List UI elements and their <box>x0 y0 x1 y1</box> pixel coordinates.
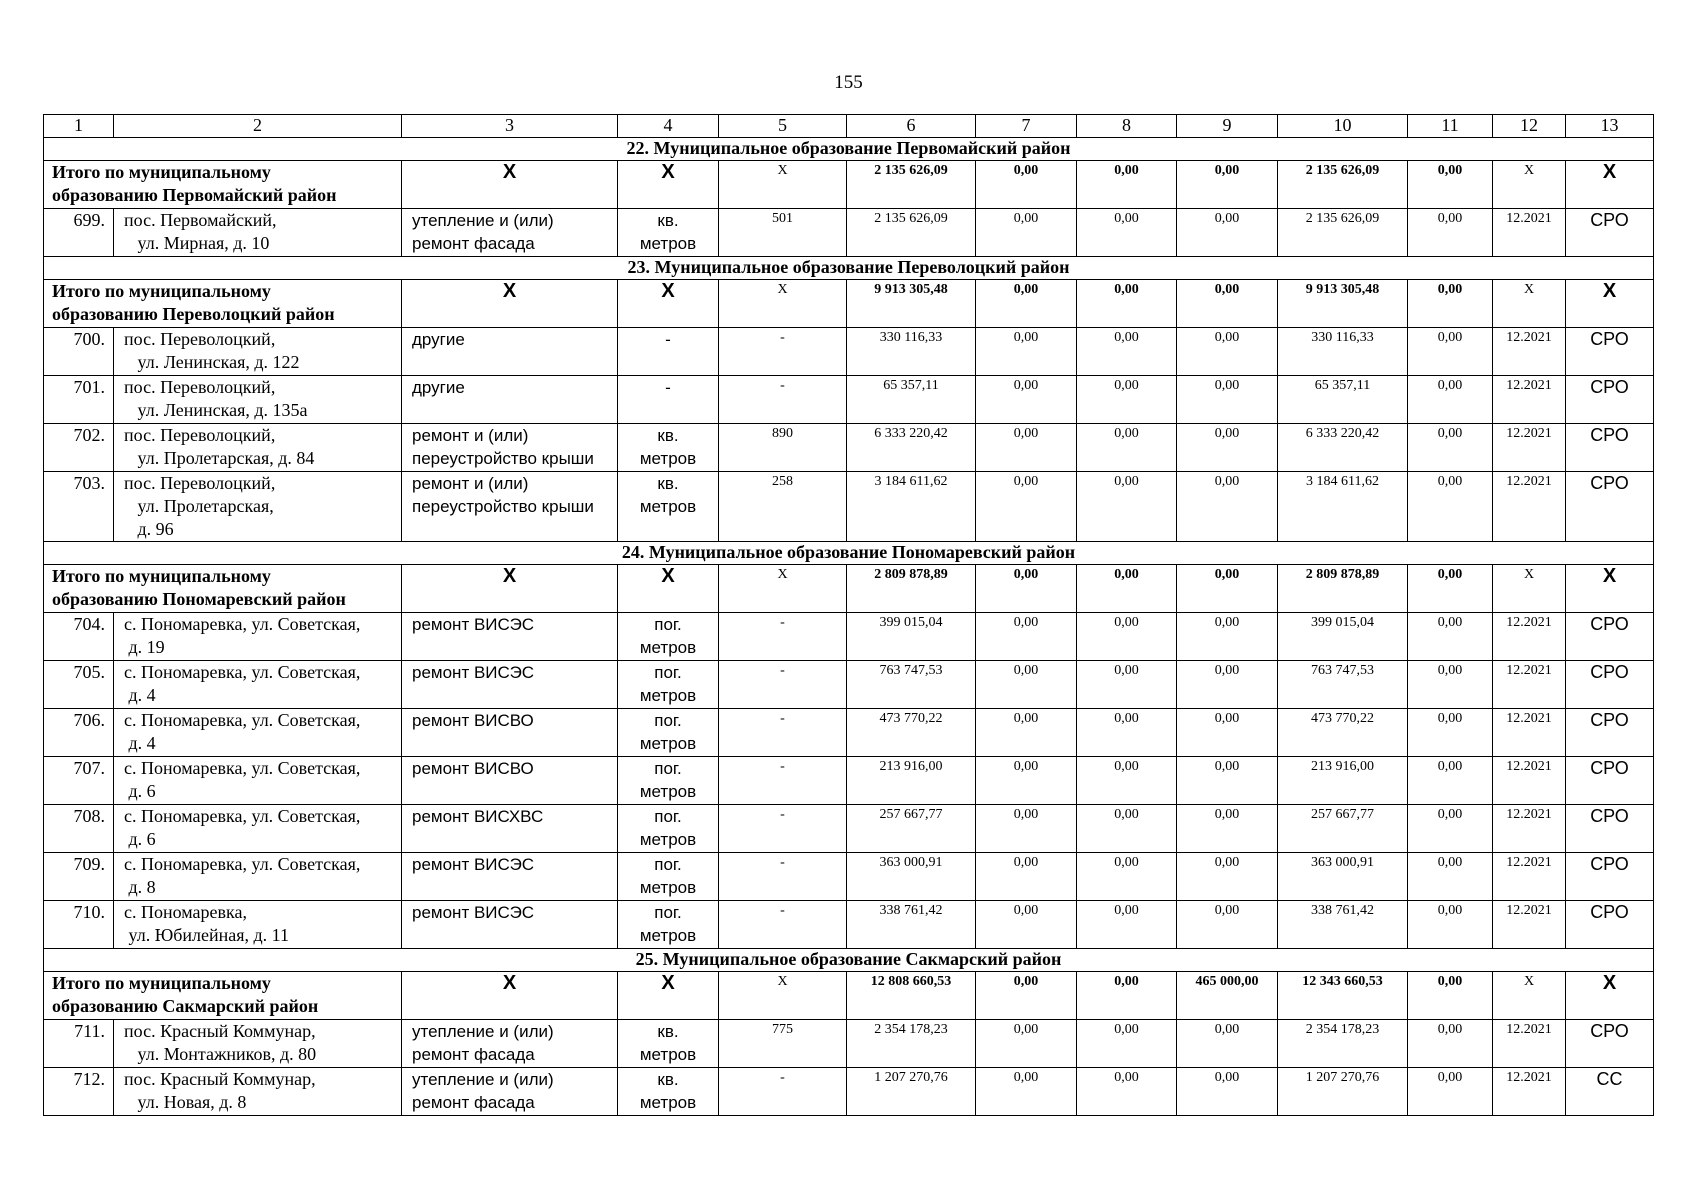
row-fund-local: 0,00 <box>1177 424 1278 472</box>
row-deadline: 12.2021 <box>1493 757 1566 805</box>
row-volume: 501 <box>719 209 847 257</box>
row-volume: 258 <box>719 472 847 542</box>
row-method: СРО <box>1566 376 1654 424</box>
row-volume: - <box>719 805 847 853</box>
row-address: с. Пономаревка, ул. Советская, д. 6 <box>114 757 402 805</box>
row-fund-local: 0,00 <box>1177 901 1278 949</box>
column-header: 1 <box>44 115 114 138</box>
row-other: 0,00 <box>1408 472 1493 542</box>
table-row <box>44 613 1654 661</box>
row-method: СРО <box>1566 209 1654 257</box>
row-unit: пог. метров <box>618 709 719 757</box>
total-other: 0,00 <box>1408 161 1493 209</box>
row-method: СРО <box>1566 901 1654 949</box>
row-fund-federal: 0,00 <box>976 328 1077 376</box>
row-deadline: 12.2021 <box>1493 376 1566 424</box>
row-volume: - <box>719 901 847 949</box>
row-work-type: ремонт ВИСЭС <box>402 853 618 901</box>
column-header: 4 <box>618 115 719 138</box>
total-label-line2: образованию Первомайский район <box>52 185 337 205</box>
table-row <box>44 328 1654 376</box>
row-unit: пог. метров <box>618 853 719 901</box>
row-address: с. Пономаревка, ул. Советская, д. 19 <box>114 613 402 661</box>
row-number: 707. <box>44 757 114 805</box>
row-other: 0,00 <box>1408 805 1493 853</box>
row-deadline: 12.2021 <box>1493 709 1566 757</box>
total-row <box>44 280 1654 328</box>
row-fund-federal: 0,00 <box>976 209 1077 257</box>
total-fund-local: 465 000,00 <box>1177 972 1278 1020</box>
total-fund-federal: 0,00 <box>976 161 1077 209</box>
total-work-type: Х <box>402 161 618 209</box>
total-label-line1: Итого по муниципальному <box>52 973 271 993</box>
table-row <box>44 209 1654 257</box>
row-other: 0,00 <box>1408 1020 1493 1068</box>
row-number: 703. <box>44 472 114 542</box>
row-fund-owners: 330 116,33 <box>1278 328 1408 376</box>
row-volume: 890 <box>719 424 847 472</box>
row-deadline: 12.2021 <box>1493 613 1566 661</box>
total-label <box>44 280 402 328</box>
row-unit: пог. метров <box>618 757 719 805</box>
total-method: Х <box>1566 161 1654 209</box>
row-other: 0,00 <box>1408 424 1493 472</box>
row-fund-regional: 0,00 <box>1077 901 1177 949</box>
row-fund-local: 0,00 <box>1177 376 1278 424</box>
total-deadline: Х <box>1493 161 1566 209</box>
section-title: 24. Муниципальное образование Пономаревский район <box>44 542 1654 565</box>
total-fund-federal: 0,00 <box>976 280 1077 328</box>
section-title: 23. Муниципальное образование Переволоцкий район <box>44 257 1654 280</box>
row-cost: 2 354 178,23 <box>847 1020 976 1068</box>
row-fund-federal: 0,00 <box>976 805 1077 853</box>
table-row <box>44 376 1654 424</box>
row-cost: 363 000,91 <box>847 853 976 901</box>
row-fund-federal: 0,00 <box>976 376 1077 424</box>
total-work-type: Х <box>402 280 618 328</box>
row-volume: - <box>719 1068 847 1116</box>
row-fund-regional: 0,00 <box>1077 613 1177 661</box>
row-fund-local: 0,00 <box>1177 661 1278 709</box>
row-deadline: 12.2021 <box>1493 328 1566 376</box>
total-fund-federal: 0,00 <box>976 972 1077 1020</box>
row-number: 701. <box>44 376 114 424</box>
row-cost: 473 770,22 <box>847 709 976 757</box>
row-unit: пог. метров <box>618 901 719 949</box>
row-fund-regional: 0,00 <box>1077 1068 1177 1116</box>
row-fund-owners: 763 747,53 <box>1278 661 1408 709</box>
total-fund-owners: 2 135 626,09 <box>1278 161 1408 209</box>
total-volume: Х <box>719 565 847 613</box>
row-fund-regional: 0,00 <box>1077 328 1177 376</box>
row-work-type: ремонт ВИСХВС <box>402 805 618 853</box>
row-volume: - <box>719 853 847 901</box>
row-fund-local: 0,00 <box>1177 709 1278 757</box>
total-other: 0,00 <box>1408 280 1493 328</box>
row-volume: - <box>719 661 847 709</box>
row-fund-local: 0,00 <box>1177 328 1278 376</box>
row-method: СРО <box>1566 613 1654 661</box>
column-header: 8 <box>1077 115 1177 138</box>
table-row <box>44 1068 1654 1116</box>
total-fund-local: 0,00 <box>1177 280 1278 328</box>
total-cost: 9 913 305,48 <box>847 280 976 328</box>
row-cost: 65 357,11 <box>847 376 976 424</box>
section-title-row <box>44 257 1654 280</box>
total-label <box>44 972 402 1020</box>
row-method: СРО <box>1566 1020 1654 1068</box>
row-cost: 257 667,77 <box>847 805 976 853</box>
row-deadline: 12.2021 <box>1493 901 1566 949</box>
table-row <box>44 1020 1654 1068</box>
row-number: 709. <box>44 853 114 901</box>
row-deadline: 12.2021 <box>1493 1020 1566 1068</box>
row-cost: 399 015,04 <box>847 613 976 661</box>
total-deadline: Х <box>1493 280 1566 328</box>
section-title-row <box>44 138 1654 161</box>
column-header: 10 <box>1278 115 1408 138</box>
row-fund-regional: 0,00 <box>1077 805 1177 853</box>
row-method: СС <box>1566 1068 1654 1116</box>
table-row <box>44 472 1654 542</box>
table-row <box>44 901 1654 949</box>
row-fund-regional: 0,00 <box>1077 757 1177 805</box>
row-fund-regional: 0,00 <box>1077 376 1177 424</box>
row-other: 0,00 <box>1408 661 1493 709</box>
column-header: 6 <box>847 115 976 138</box>
total-label-line2: образованию Пономаревский район <box>52 589 346 609</box>
row-address: пос. Переволоцкий, ул. Пролетарская, д. 96 <box>114 472 402 542</box>
total-cost: 2 135 626,09 <box>847 161 976 209</box>
total-deadline: Х <box>1493 972 1566 1020</box>
total-volume: Х <box>719 972 847 1020</box>
row-method: СРО <box>1566 709 1654 757</box>
total-fund-local: 0,00 <box>1177 565 1278 613</box>
row-cost: 6 333 220,42 <box>847 424 976 472</box>
row-address: пос. Первомайский, ул. Мирная, д. 10 <box>114 209 402 257</box>
total-work-type: Х <box>402 565 618 613</box>
row-deadline: 12.2021 <box>1493 805 1566 853</box>
table-row <box>44 805 1654 853</box>
row-address: с. Пономаревка, ул. Советская, д. 6 <box>114 805 402 853</box>
total-label-line2: образованию Переволоцкий район <box>52 304 335 324</box>
row-fund-local: 0,00 <box>1177 209 1278 257</box>
total-fund-regional: 0,00 <box>1077 565 1177 613</box>
section-title-row <box>44 949 1654 972</box>
row-other: 0,00 <box>1408 613 1493 661</box>
row-method: СРО <box>1566 472 1654 542</box>
row-fund-owners: 2 354 178,23 <box>1278 1020 1408 1068</box>
row-fund-regional: 0,00 <box>1077 661 1177 709</box>
row-unit: кв. метров <box>618 209 719 257</box>
total-fund-federal: 0,00 <box>976 565 1077 613</box>
total-method: Х <box>1566 972 1654 1020</box>
row-fund-owners: 338 761,42 <box>1278 901 1408 949</box>
row-fund-federal: 0,00 <box>976 853 1077 901</box>
row-unit: - <box>618 376 719 424</box>
row-cost: 330 116,33 <box>847 328 976 376</box>
row-number: 710. <box>44 901 114 949</box>
row-address: пос. Переволоцкий, ул. Пролетарская, д. 84 <box>114 424 402 472</box>
row-unit: пог. метров <box>618 613 719 661</box>
row-fund-local: 0,00 <box>1177 853 1278 901</box>
row-number: 712. <box>44 1068 114 1116</box>
column-header: 9 <box>1177 115 1278 138</box>
row-deadline: 12.2021 <box>1493 424 1566 472</box>
row-work-type: утепление и (или) ремонт фасада <box>402 209 618 257</box>
row-work-type: ремонт ВИСВО <box>402 709 618 757</box>
row-address: с. Пономаревка, ул. Юбилейная, д. 11 <box>114 901 402 949</box>
row-volume: - <box>719 757 847 805</box>
row-number: 705. <box>44 661 114 709</box>
row-fund-regional: 0,00 <box>1077 709 1177 757</box>
total-fund-owners: 12 343 660,53 <box>1278 972 1408 1020</box>
column-header: 5 <box>719 115 847 138</box>
row-cost: 338 761,42 <box>847 901 976 949</box>
total-label-line1: Итого по муниципальному <box>52 162 271 182</box>
row-fund-owners: 1 207 270,76 <box>1278 1068 1408 1116</box>
row-fund-regional: 0,00 <box>1077 853 1177 901</box>
total-fund-owners: 2 809 878,89 <box>1278 565 1408 613</box>
row-fund-federal: 0,00 <box>976 472 1077 542</box>
row-unit: кв. метров <box>618 472 719 542</box>
column-header: 11 <box>1408 115 1493 138</box>
row-deadline: 12.2021 <box>1493 661 1566 709</box>
row-unit: кв. метров <box>618 1068 719 1116</box>
total-unit: Х <box>618 161 719 209</box>
column-header: 2 <box>114 115 402 138</box>
row-work-type: ремонт ВИСЭС <box>402 661 618 709</box>
total-cost: 2 809 878,89 <box>847 565 976 613</box>
column-header: 3 <box>402 115 618 138</box>
total-other: 0,00 <box>1408 972 1493 1020</box>
row-fund-federal: 0,00 <box>976 424 1077 472</box>
table-row <box>44 757 1654 805</box>
row-fund-local: 0,00 <box>1177 613 1278 661</box>
row-other: 0,00 <box>1408 709 1493 757</box>
row-number: 699. <box>44 209 114 257</box>
table-row <box>44 853 1654 901</box>
row-other: 0,00 <box>1408 1068 1493 1116</box>
row-deadline: 12.2021 <box>1493 853 1566 901</box>
row-fund-local: 0,00 <box>1177 805 1278 853</box>
row-address: с. Пономаревка, ул. Советская, д. 8 <box>114 853 402 901</box>
row-number: 708. <box>44 805 114 853</box>
row-work-type: другие <box>402 376 618 424</box>
row-address: пос. Красный Коммунар, ул. Новая, д. 8 <box>114 1068 402 1116</box>
row-fund-owners: 257 667,77 <box>1278 805 1408 853</box>
row-fund-federal: 0,00 <box>976 661 1077 709</box>
row-work-type: ремонт и (или) переустройство крыши <box>402 472 618 542</box>
row-fund-federal: 0,00 <box>976 613 1077 661</box>
row-deadline: 12.2021 <box>1493 472 1566 542</box>
row-fund-regional: 0,00 <box>1077 209 1177 257</box>
column-header: 7 <box>976 115 1077 138</box>
total-fund-regional: 0,00 <box>1077 280 1177 328</box>
column-header: 13 <box>1566 115 1654 138</box>
work-schedule-table <box>43 114 1654 1116</box>
total-row <box>44 972 1654 1020</box>
total-fund-local: 0,00 <box>1177 161 1278 209</box>
row-other: 0,00 <box>1408 376 1493 424</box>
row-cost: 2 135 626,09 <box>847 209 976 257</box>
page-number: 155 <box>834 72 863 93</box>
row-other: 0,00 <box>1408 328 1493 376</box>
column-number-row <box>44 115 1654 138</box>
row-volume: - <box>719 376 847 424</box>
total-label-line1: Итого по муниципальному <box>52 566 271 586</box>
row-work-type: ремонт ВИСВО <box>402 757 618 805</box>
total-label <box>44 565 402 613</box>
row-number: 706. <box>44 709 114 757</box>
row-work-type: утепление и (или) ремонт фасада <box>402 1020 618 1068</box>
row-deadline: 12.2021 <box>1493 209 1566 257</box>
row-unit: кв. метров <box>618 424 719 472</box>
row-method: СРО <box>1566 424 1654 472</box>
row-fund-federal: 0,00 <box>976 901 1077 949</box>
row-unit: пог. метров <box>618 661 719 709</box>
row-unit: кв. метров <box>618 1020 719 1068</box>
section-title-row <box>44 542 1654 565</box>
row-method: СРО <box>1566 805 1654 853</box>
row-other: 0,00 <box>1408 901 1493 949</box>
row-address: пос. Красный Коммунар, ул. Монтажников, д. 80 <box>114 1020 402 1068</box>
row-volume: - <box>719 613 847 661</box>
row-work-type: ремонт ВИСЭС <box>402 901 618 949</box>
total-label <box>44 161 402 209</box>
row-volume: - <box>719 328 847 376</box>
row-cost: 213 916,00 <box>847 757 976 805</box>
row-fund-federal: 0,00 <box>976 1020 1077 1068</box>
total-method: Х <box>1566 280 1654 328</box>
row-fund-regional: 0,00 <box>1077 472 1177 542</box>
row-fund-local: 0,00 <box>1177 472 1278 542</box>
row-other: 0,00 <box>1408 757 1493 805</box>
row-fund-federal: 0,00 <box>976 709 1077 757</box>
row-fund-federal: 0,00 <box>976 1068 1077 1116</box>
total-cost: 12 808 660,53 <box>847 972 976 1020</box>
row-work-type: ремонт ВИСЭС <box>402 613 618 661</box>
row-fund-regional: 0,00 <box>1077 1020 1177 1068</box>
total-unit: Х <box>618 972 719 1020</box>
total-label-line2: образованию Сакмарский район <box>52 996 319 1016</box>
total-method: Х <box>1566 565 1654 613</box>
row-fund-federal: 0,00 <box>976 757 1077 805</box>
row-cost: 3 184 611,62 <box>847 472 976 542</box>
row-fund-owners: 399 015,04 <box>1278 613 1408 661</box>
row-unit: пог. метров <box>618 805 719 853</box>
total-row <box>44 565 1654 613</box>
total-work-type: Х <box>402 972 618 1020</box>
total-unit: Х <box>618 280 719 328</box>
row-method: СРО <box>1566 853 1654 901</box>
row-other: 0,00 <box>1408 853 1493 901</box>
table-row <box>44 709 1654 757</box>
total-row <box>44 161 1654 209</box>
row-fund-owners: 65 357,11 <box>1278 376 1408 424</box>
total-volume: Х <box>719 280 847 328</box>
row-volume: - <box>719 709 847 757</box>
section-title: 25. Муниципальное образование Сакмарский район <box>44 949 1654 972</box>
total-fund-regional: 0,00 <box>1077 161 1177 209</box>
row-fund-owners: 213 916,00 <box>1278 757 1408 805</box>
row-address: с. Пономаревка, ул. Советская, д. 4 <box>114 661 402 709</box>
row-fund-local: 0,00 <box>1177 757 1278 805</box>
row-fund-owners: 473 770,22 <box>1278 709 1408 757</box>
row-number: 700. <box>44 328 114 376</box>
total-deadline: Х <box>1493 565 1566 613</box>
row-address: с. Пономаревка, ул. Советская, д. 4 <box>114 709 402 757</box>
row-fund-owners: 363 000,91 <box>1278 853 1408 901</box>
row-other: 0,00 <box>1408 209 1493 257</box>
total-volume: Х <box>719 161 847 209</box>
row-number: 711. <box>44 1020 114 1068</box>
row-method: СРО <box>1566 328 1654 376</box>
total-label-line1: Итого по муниципальному <box>52 281 271 301</box>
row-method: СРО <box>1566 661 1654 709</box>
row-volume: 775 <box>719 1020 847 1068</box>
row-work-type: утепление и (или) ремонт фасада <box>402 1068 618 1116</box>
total-fund-regional: 0,00 <box>1077 972 1177 1020</box>
row-number: 702. <box>44 424 114 472</box>
section-title: 22. Муниципальное образование Первомайский район <box>44 138 1654 161</box>
row-cost: 1 207 270,76 <box>847 1068 976 1116</box>
row-fund-local: 0,00 <box>1177 1020 1278 1068</box>
total-unit: Х <box>618 565 719 613</box>
row-number: 704. <box>44 613 114 661</box>
row-work-type: другие <box>402 328 618 376</box>
row-fund-regional: 0,00 <box>1077 424 1177 472</box>
table-row <box>44 424 1654 472</box>
table-row <box>44 661 1654 709</box>
column-header: 12 <box>1493 115 1566 138</box>
row-fund-owners: 3 184 611,62 <box>1278 472 1408 542</box>
row-deadline: 12.2021 <box>1493 1068 1566 1116</box>
row-work-type: ремонт и (или) переустройство крыши <box>402 424 618 472</box>
row-address: пос. Переволоцкий, ул. Ленинская, д. 135а <box>114 376 402 424</box>
total-other: 0,00 <box>1408 565 1493 613</box>
row-method: СРО <box>1566 757 1654 805</box>
row-fund-owners: 6 333 220,42 <box>1278 424 1408 472</box>
row-address: пос. Переволоцкий, ул. Ленинская, д. 122 <box>114 328 402 376</box>
row-fund-owners: 2 135 626,09 <box>1278 209 1408 257</box>
row-fund-local: 0,00 <box>1177 1068 1278 1116</box>
row-unit: - <box>618 328 719 376</box>
total-fund-owners: 9 913 305,48 <box>1278 280 1408 328</box>
row-cost: 763 747,53 <box>847 661 976 709</box>
